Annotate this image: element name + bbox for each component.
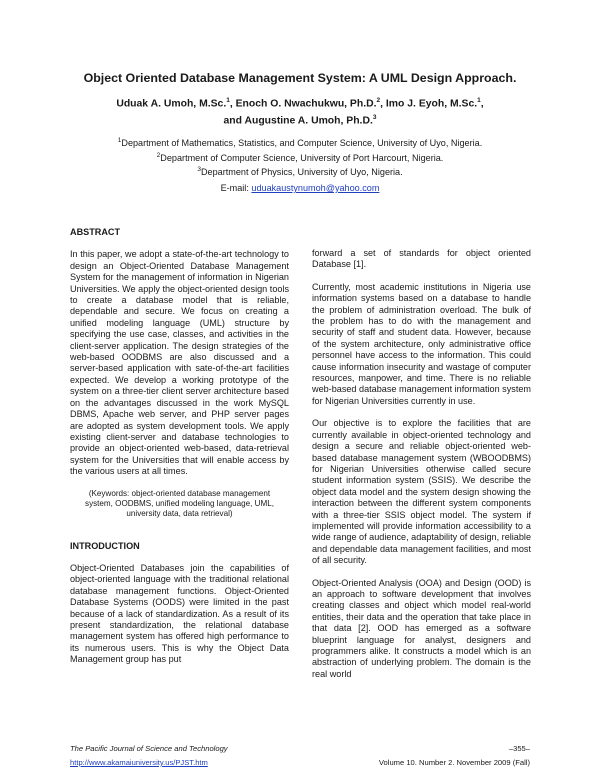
author-affil-marker: 1 bbox=[226, 97, 230, 104]
affiliation-marker: 3 bbox=[197, 166, 201, 174]
author-affil-marker: 1 bbox=[477, 97, 481, 104]
author-name: Uduak A. Umoh, M.Sc. bbox=[116, 98, 227, 110]
affiliation-text: Department of Mathematics, Statistics, and Computer Science, University of Uyo, Nigeria. bbox=[121, 138, 483, 149]
paragraph: Currently, most academic institutions in Nigeria use information systems based on a database to handle the problem of administration overload. The bulk of the problem has to do with the management and security of staff and student data. However, because of the system architecture, only administrative office personnel have access to the information. This could cause information insecurity and wastage of computer resources, manpower, and time. There is no reliable web-based database management information system for Nigerian Universities currently in use. bbox=[312, 281, 531, 406]
affiliation bbox=[60, 164, 540, 179]
abstract-body: In this paper, we adopt a state-of-the-art technology to design an Object-Oriented Database Management System for the management of information in Nigerian Universities. We apply the object-oriented design tools to create a database model that is reliable, dependable and secure. We focus on creating a unified modeling language (UML) structure by specifying the use case, classes, and activities in the client-server application. The design strategies of the web-based OODBMS are also discussed and a server-based application with sate-of-the-art facilities expected. We develop a working prototype of the system on a three-tier client server architecture based on the advantages discussed in the work MySQL DBMS, Apache web server, and PHP server pages are adopted as system development tools. We apply existing client-server and database technologies to provide an object-oriented web-based, data-retrieval system for the Universities that will enable access by the various users at all times. bbox=[70, 249, 289, 477]
page-number: –355– bbox=[508, 744, 530, 753]
author-line-2 bbox=[60, 111, 540, 128]
affiliation bbox=[60, 150, 540, 165]
abstract-heading: ABSTRACT bbox=[70, 227, 121, 237]
left-column bbox=[70, 227, 289, 666]
affiliation bbox=[60, 135, 540, 150]
author-name: Enoch O. Nwachukwu, Ph.D. bbox=[235, 98, 377, 110]
affiliation-marker: 1 bbox=[117, 137, 122, 144]
email-link[interactable]: uduakaustynumoh@yahoo.com bbox=[251, 183, 380, 193]
keywords: (Keywords: object-oriented database management system, OODBMS, unified modeling language, UML, university data, data retrieval) bbox=[85, 488, 274, 518]
introduction-heading: INTRODUCTION bbox=[70, 540, 140, 551]
contact-email bbox=[60, 183, 540, 193]
paragraph: Object-Oriented Analysis (OOA) and Design (OOD) is an approach to software development that involves creating classes and object which model real-world entities, their data and the operation that take place in that data [2]. OOD has emerged as a software blueprint language for analyst, designers and programmers alike. It constructs a model which is an abstraction of underlying problem. The domain is the real world bbox=[312, 577, 531, 679]
affiliation-marker: 2 bbox=[156, 151, 161, 159]
journal-url-link[interactable]: http://www.akamaiuniversity.us/PJST.htm bbox=[70, 758, 208, 767]
affiliation-text: Department of Computer Science, University of Port Harcourt, Nigeria. bbox=[160, 152, 444, 163]
paper-title: Object Oriented Database Management System: A UML Design Approach. bbox=[83, 71, 517, 85]
author-list bbox=[60, 94, 540, 129]
author-affil-marker: 3 bbox=[372, 114, 377, 122]
affiliation-list bbox=[60, 135, 540, 179]
volume-info: Volume 10. Number 2. November 2009 (Fall) bbox=[378, 758, 530, 767]
paragraph: Our objective is to explore the facilities that are currently available in object-oriented technology and design a secure and reliable object-oriented web-based database management system (WBOODBMS) for Nigerian Universities otherwise called secure student information system (SSIS). We describe the object data model and the system design showing the interaction between the different system components with a three-tier SSIS object model. The system if implemented will provide information accessibility to a wide range of audience, adaptability of design, reliable and dependable data management facilities, and most of all security. bbox=[312, 418, 531, 566]
author-affil-marker: 2 bbox=[376, 97, 381, 104]
affiliation-text: Department of Physics, University of Uyo, Nigeria. bbox=[200, 167, 403, 178]
author-line-1: Uduak A. Umoh, M.Sc.$^1$, Enoch O. Nwachukwu, Ph.D.$^2$, Imo J. Eyoh, M.Sc.$^1$, bbox=[116, 97, 484, 110]
paragraph: forward a set of standards for object oriented Database [1]. bbox=[312, 248, 531, 270]
introduction-body: Object-Oriented Databases join the capabilities of object-oriented language with the traditional relational database management functions. Object-Oriented Database Systems (OODS) were limited in the past because of a lack of standardization. As a result of its present standardization, the relational database management system has offered high performance to its numerous users. This is why the Object Data Management group has put bbox=[70, 562, 289, 665]
email-label: E-mail: bbox=[220, 183, 249, 193]
author-name: and Augustine A. Umoh, Ph.D. bbox=[223, 115, 373, 127]
author-name: Imo J. Eyoh, M.Sc. bbox=[385, 98, 478, 110]
journal-name: The Pacific Journal of Science and Technology bbox=[70, 744, 228, 753]
right-column bbox=[312, 248, 531, 680]
